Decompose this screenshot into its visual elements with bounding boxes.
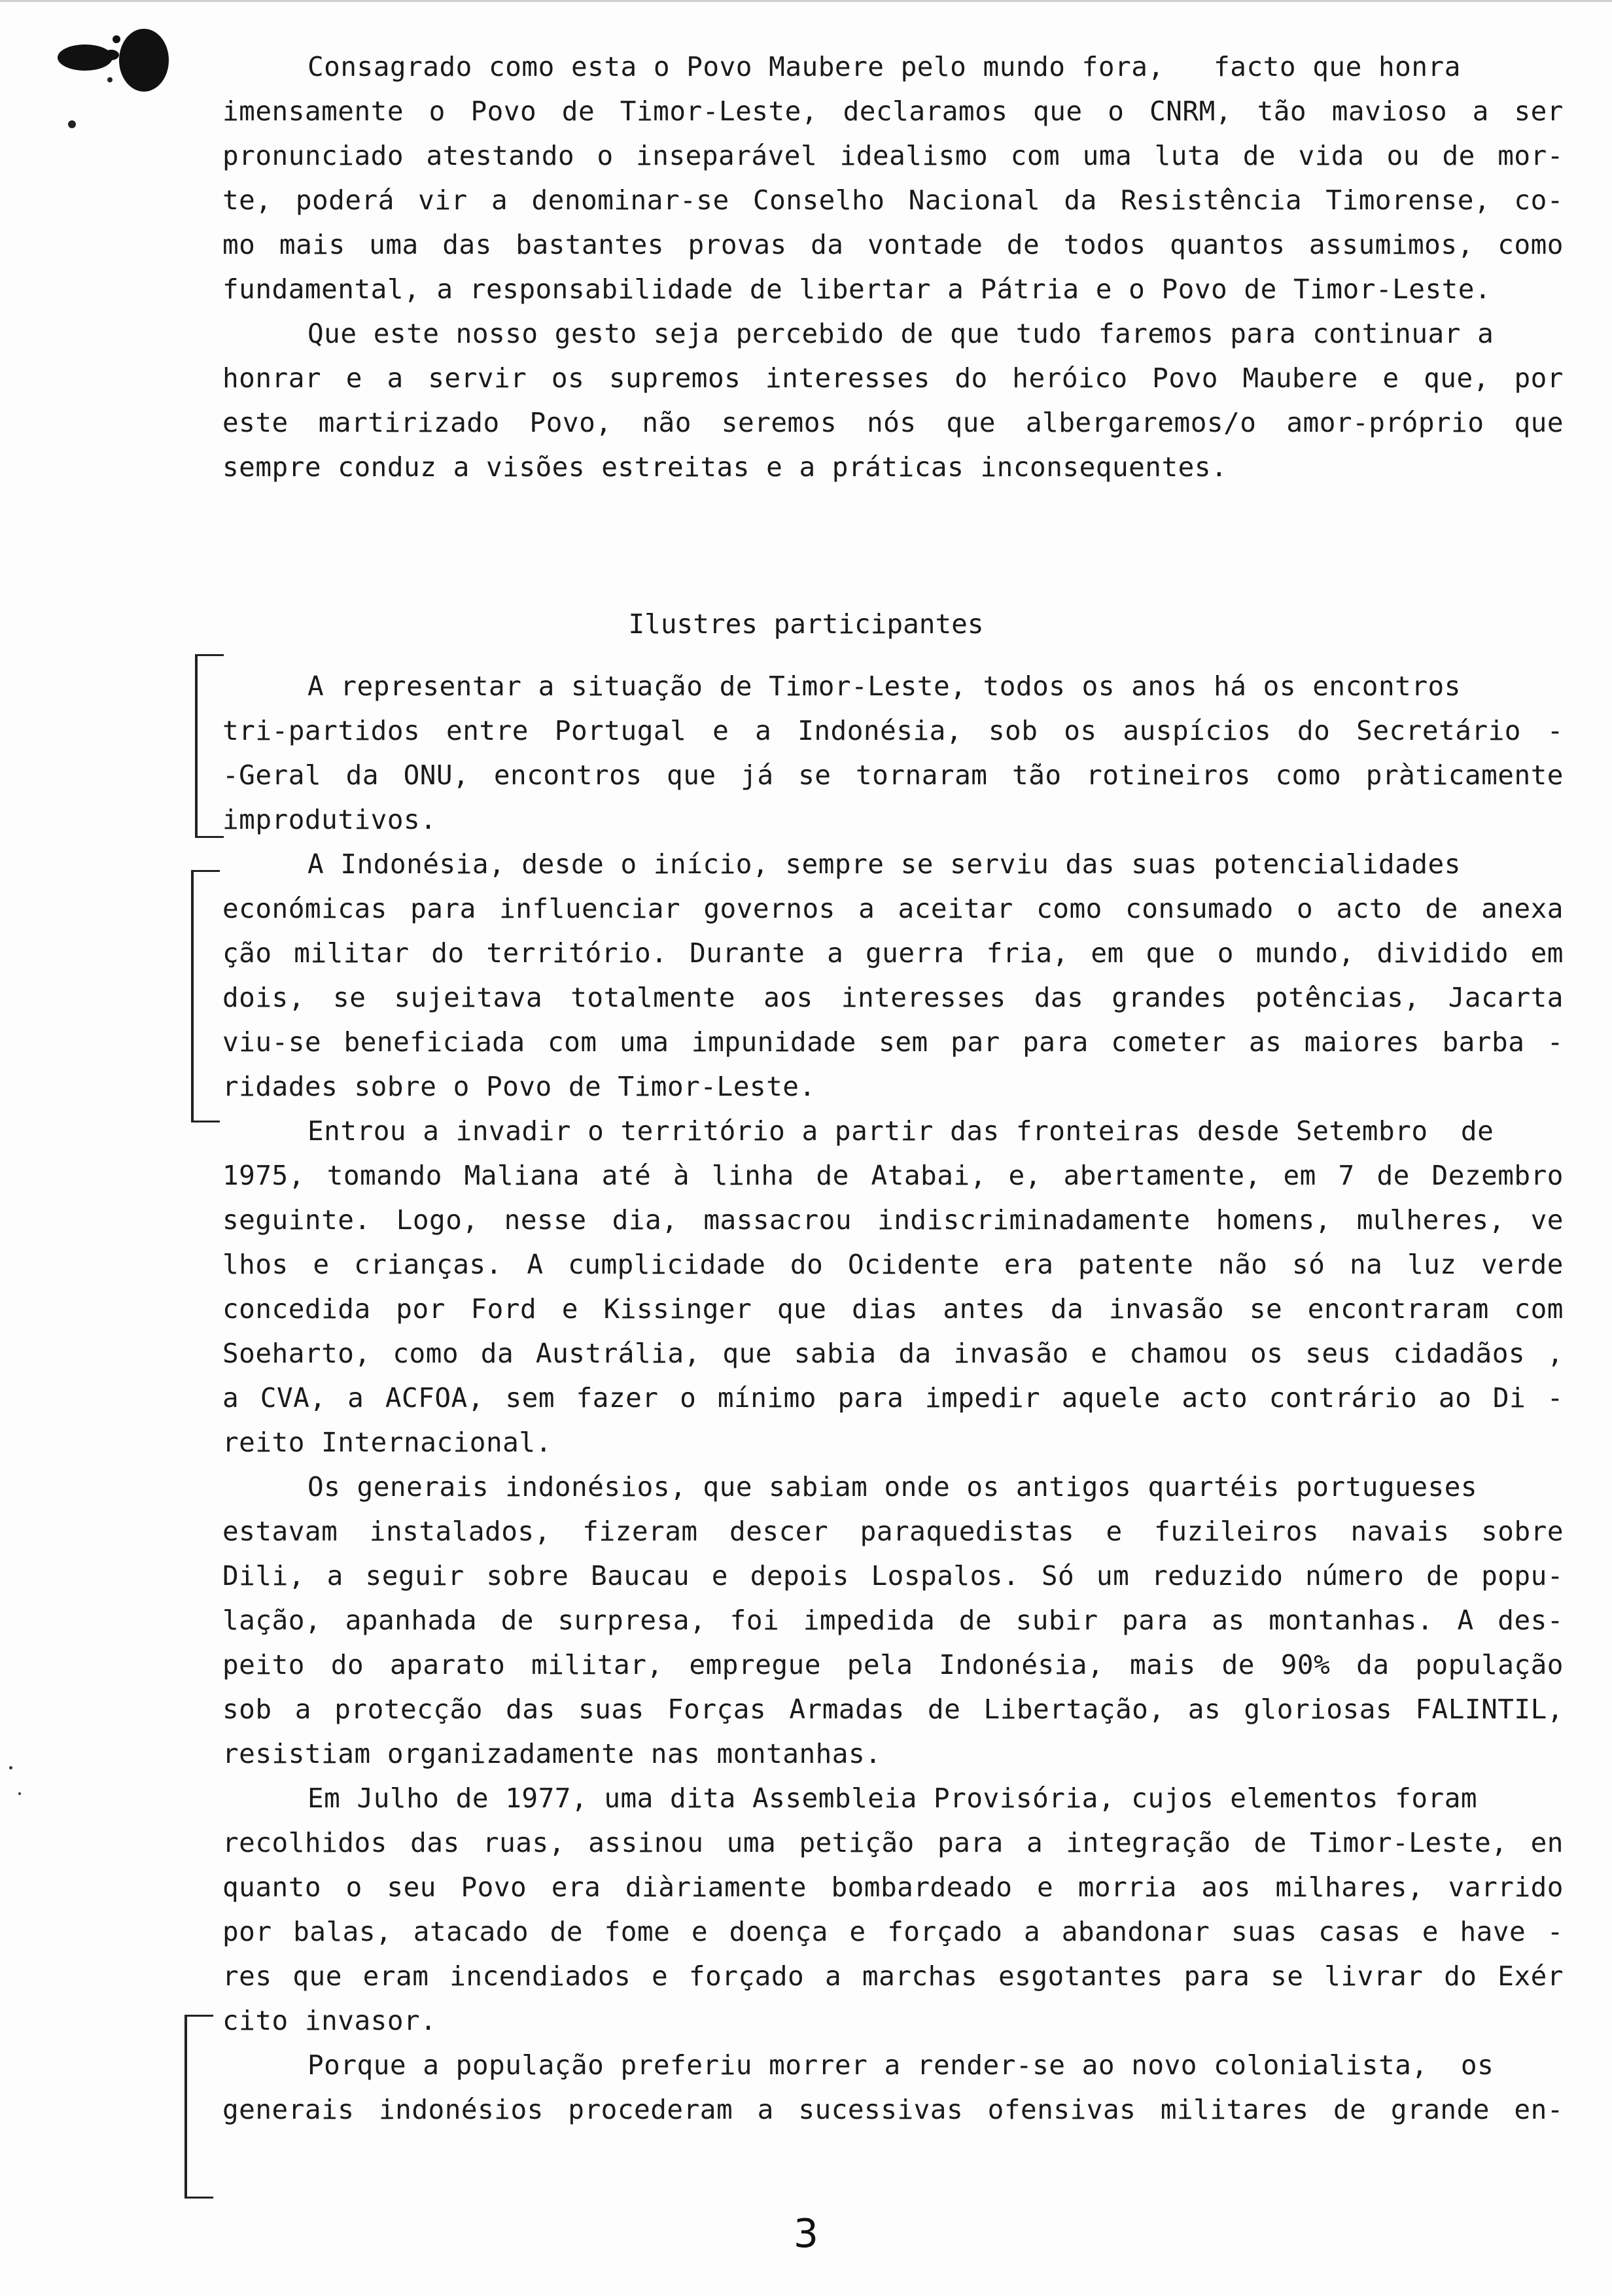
text-line: A representar a situação de Timor-Leste, todos os anos há os encontros [307, 670, 1461, 702]
section-heading: Ilustres participantes [628, 608, 984, 640]
text-line: te, poderá vir a denominar-se Conselho Nacional da Resistência Timorense, co- [222, 184, 1564, 216]
text-line: Dili, a seguir sobre Baucau e depois Lospalos. Só um reduzido número de popu- [222, 1560, 1564, 1592]
text-line: cito invasor. [222, 2005, 437, 2036]
text-line: recolhidos das ruas, assinou uma petição para a integração de Timor-Leste, en [222, 1827, 1564, 1858]
text-line: por balas, atacado de fome e doença e forçado a abandonar suas casas e have - [222, 1916, 1564, 1947]
text-line: -Geral da ONU, encontros que já se tornaram tão rotineiros como pràticamente [222, 759, 1564, 791]
text-line: A Indonésia, desde o início, sempre se serviu das suas potencialidades [307, 848, 1461, 880]
text-line: ção militar do território. Durante a guerra fria, em que o mundo, dividido em [222, 937, 1564, 969]
text-line: lação, apanhada de surpresa, foi impedida de subir para as montanhas. A des- [222, 1605, 1564, 1636]
text-line: generais indonésios procederam a sucessivas ofensivas militares de grande en- [222, 2094, 1564, 2125]
text-line: a CVA, a ACFOA, sem fazer o mínimo para impedir aquele acto contrário ao Di - [222, 1382, 1564, 1414]
text-line: 1975, tomando Maliana até à linha de Atabai, e, abertamente, em 7 de Dezembro [222, 1160, 1564, 1191]
scan-speck [18, 1792, 21, 1795]
page-number: 3 [793, 2211, 819, 2257]
text-line: imensamente o Povo de Timor-Leste, declaramos que o CNRM, tão mavioso a ser [222, 96, 1564, 127]
text-line: resistiam organizadamente nas montanhas. [222, 1738, 882, 1769]
text-line: fundamental, a responsabilidade de libertar a Pátria e o Povo de Timor-Leste. [222, 273, 1492, 305]
text-line: reito Internacional. [222, 1427, 552, 1458]
text-line: pronunciado atestando o inseparável idealismo com uma luta de vida ou de mor- [222, 140, 1564, 171]
text-line: improdutivos. [222, 804, 437, 835]
text-line: Consagrado como esta o Povo Maubere pelo mundo fora, facto que honra [307, 51, 1461, 82]
text-line: Que este nosso gesto seja percebido de que tudo faremos para continuar a [307, 318, 1494, 349]
text-line: tri-partidos entre Portugal e a Indonésia, sob os auspícios do Secretário - [222, 715, 1564, 746]
text-line: concedida por Ford e Kissinger que dias antes da invasão se encontraram com [222, 1293, 1564, 1325]
text-line: estavam instalados, fizeram descer paraquedistas e fuzileiros navais sobre [222, 1516, 1564, 1547]
text-line: quanto o seu Povo era diàriamente bombardeado e morria aos milhares, varrido [222, 1871, 1564, 1903]
text-line: Soeharto, como da Austrália, que sabia da invasão e chamou os seus cidadãos , [222, 1338, 1564, 1369]
text-line: sempre conduz a visões estreitas e a práticas inconsequentes. [222, 451, 1228, 483]
text-line: Porque a população preferiu morrer a render-se ao novo colonialista, os [307, 2049, 1494, 2081]
text-line: res que eram incendiados e forçado a marchas esgotantes para se livrar do Exér [222, 1960, 1564, 1992]
text-line: honrar e a servir os supremos interesses do heróico Povo Maubere e que, por [222, 362, 1564, 394]
text-line: dois, se sujeitava totalmente aos interesses das grandes potências, Jacarta [222, 982, 1564, 1013]
text-line: peito do aparato militar, empregue pela Indonésia, mais de 90% da população [222, 1649, 1564, 1680]
ink-blot-mark [46, 26, 196, 157]
text-line: mo mais uma das bastantes provas da vontade de todos quantos assumimos, como [222, 229, 1564, 260]
text-line: lhos e crianças. A cumplicidade do Ocidente era patente não só na luz verde [222, 1249, 1564, 1280]
scan-speck [9, 1766, 12, 1769]
margin-bracket [184, 2015, 213, 2199]
opening-paragraphs [222, 44, 1564, 489]
text-line: sob a protecção das suas Forças Armadas de Libertação, as gloriosas FALINTIL, [222, 1694, 1564, 1725]
text-line: ridades sobre o Povo de Timor-Leste. [222, 1071, 816, 1102]
text-line: Em Julho de 1977, uma dita Assembleia Provisória, cujos elementos foram [307, 1783, 1478, 1814]
text-line: viu-se beneficiada com uma impunidade sem par para cometer as maiores barba - [222, 1026, 1564, 1058]
text-line: económicas para influenciar governos a aceitar como consumado o acto de anexa [222, 893, 1564, 924]
top-rule [0, 0, 1612, 2]
text-line: seguinte. Logo, nesse dia, massacrou indiscriminadamente homens, mulheres, ve [222, 1204, 1564, 1236]
text-line: Os generais indonésios, que sabiam onde os antigos quartéis portugueses [307, 1471, 1478, 1503]
text-line: este martirizado Povo, não seremos nós que albergaremos/o amor-próprio que [222, 407, 1564, 438]
margin-bracket [191, 870, 220, 1122]
margin-bracket [195, 654, 224, 838]
text-line: Entrou a invadir o território a partir das fronteiras desde Setembro de [307, 1115, 1494, 1147]
participants-paragraphs [222, 664, 1564, 2132]
